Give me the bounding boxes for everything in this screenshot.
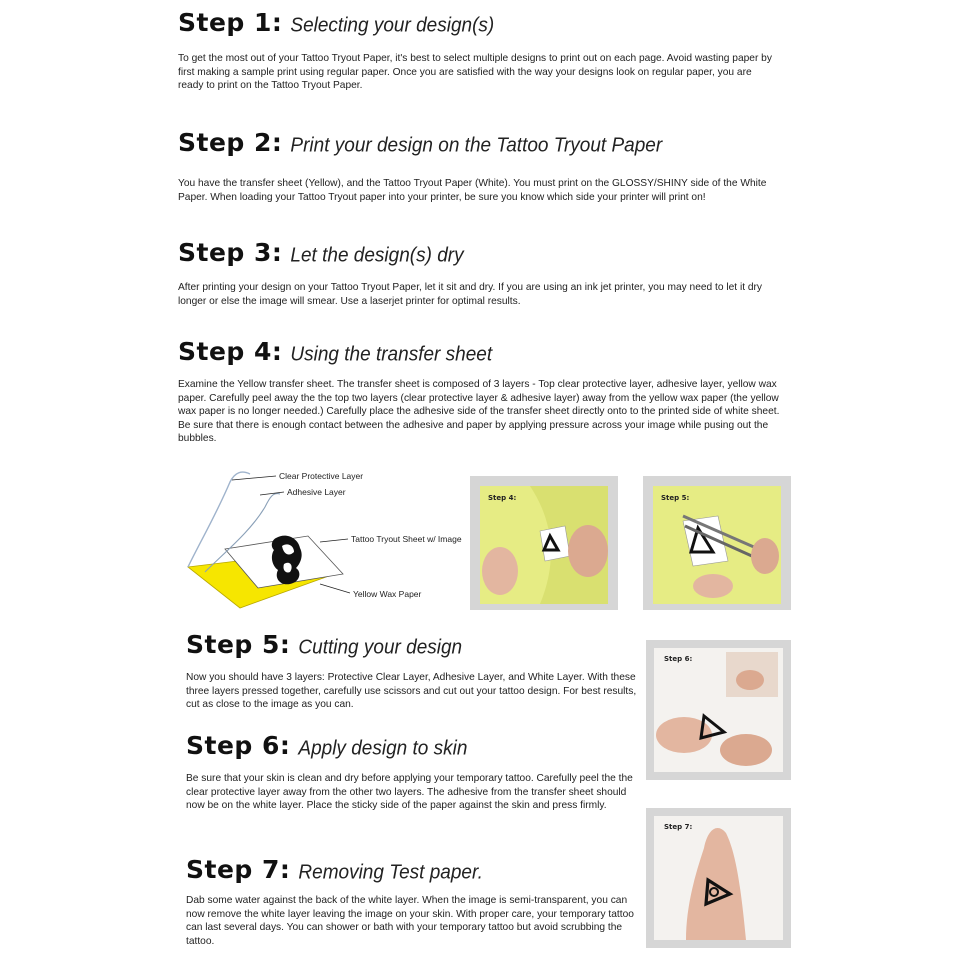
- step-7-photo-label: Step 7:: [664, 823, 693, 831]
- step-5-photo: [643, 476, 791, 610]
- step-5-section: [186, 632, 641, 712]
- step-3-heading: [178, 240, 788, 265]
- label-tryout-sheet: Tattoo Tryout Sheet w/ Image: [351, 534, 462, 544]
- step-6-photo: [646, 640, 791, 780]
- step-5-title: Cutting your design: [298, 636, 463, 659]
- step-7-body: Dab some water against the back of the white layer. When the image is semi-transparent, you can now remove the white layer leaving the image on your skin. With proper care, your temporary tattoo can last several days. You can shower or bath with your temporary tattoo but avoid scrubbing the tattoo.: [186, 895, 634, 947]
- step-5-body: Now you should have 3 layers: Protective Clear Layer, Adhesive Layer, and White Layer. With these three layers pressed together, carefully use scissors and cut out your tattoo design. For best results, cut as close to the image as you can.: [186, 672, 637, 711]
- step-4-heading: [178, 339, 790, 364]
- label-clear-layer: Clear Protective Layer: [279, 471, 364, 481]
- step-5-heading: [186, 632, 641, 657]
- step-2-title: Print your design on the Tattoo Tryout Paper: [290, 134, 663, 157]
- step-4-title: Using the transfer sheet: [290, 343, 493, 366]
- step-6-heading: [186, 733, 641, 758]
- label-adhesive-layer: Adhesive Layer: [287, 487, 346, 497]
- step-1-number: Step 1:: [178, 8, 283, 37]
- step-7-number: Step 7:: [186, 855, 291, 884]
- step-1-body: To get the most out of your Tattoo Tryout Paper, it's best to select multiple designs to print out on each page. Avoid wasting paper by first making a sample print using regular paper. Once you are satisfied with the way your designs look on regular paper, you are ready to print on the Tattoo Tryout Paper.: [178, 53, 772, 92]
- step-2-number: Step 2:: [178, 128, 283, 157]
- step-7-title: Removing Test paper.: [298, 861, 483, 884]
- step-6-body: Be sure that your skin is clean and dry before applying your temporary tattoo. Carefully peel the the clear protective layer away from the other two layers. The adhesive from the transfer sheet should now be on the white layer. Place the sticky side of the paper against the skin and press firmly.: [186, 773, 633, 812]
- step-7-section: [186, 857, 641, 948]
- step-3-body: After printing your design on your Tattoo Tryout Paper, let it sit and dry. If you are using an ink jet printer, you may need to let it dry longer or else the image will smear. Use a laserjet printer for optimal results.: [178, 282, 763, 307]
- step-4-body: Examine the Yellow transfer sheet. The transfer sheet is composed of 3 layers - Top clear protective layer, adhesive layer, yellow wax paper. Carefully peel away the the top two layers (clear protective layer & adhesive layer) away from the yellow wax paper (the yellow wax paper is no longer needed.) Carefully place the adhesive side of the transfer sheet directly onto to the printed side of white sheet. Be sure that there is enough contact between the adhesive and paper by applying pressure across your image while pusing out the bubbles.: [178, 379, 780, 445]
- step-6-section: [186, 733, 641, 813]
- transfer-sheet-diagram: [180, 462, 480, 622]
- step-5-number: Step 5:: [186, 630, 291, 659]
- step-1-heading: [178, 10, 778, 35]
- step-7-photo: [646, 808, 791, 948]
- step-2-heading: [178, 130, 788, 155]
- step-2-body: You have the transfer sheet (Yellow), and the Tattoo Tryout Paper (White). You must print on the GLOSSY/SHINY side of the White Paper. When loading your Tattoo Tryout paper into your printer, be sure you know which side your printer will print on!: [178, 178, 767, 203]
- step-4-photo-label: Step 4:: [488, 494, 517, 502]
- step-6-title: Apply design to skin: [298, 737, 468, 760]
- step-6-number: Step 6:: [186, 731, 291, 760]
- step-4-number: Step 4:: [178, 337, 283, 366]
- step-4-section: [178, 339, 790, 446]
- step-7-heading: [186, 857, 641, 882]
- step-5-photo-label: Step 5:: [661, 494, 690, 502]
- step-2-section: [178, 130, 788, 204]
- step-4-photo: [470, 476, 618, 610]
- step-6-photo-label: Step 6:: [664, 655, 693, 663]
- step-3-number: Step 3:: [178, 238, 283, 267]
- label-wax-paper: Yellow Wax Paper: [353, 589, 422, 599]
- step-3-section: [178, 240, 788, 308]
- step-1-title: Selecting your design(s): [290, 14, 495, 37]
- step-3-title: Let the design(s) dry: [290, 244, 464, 267]
- step-1-section: [178, 10, 778, 93]
